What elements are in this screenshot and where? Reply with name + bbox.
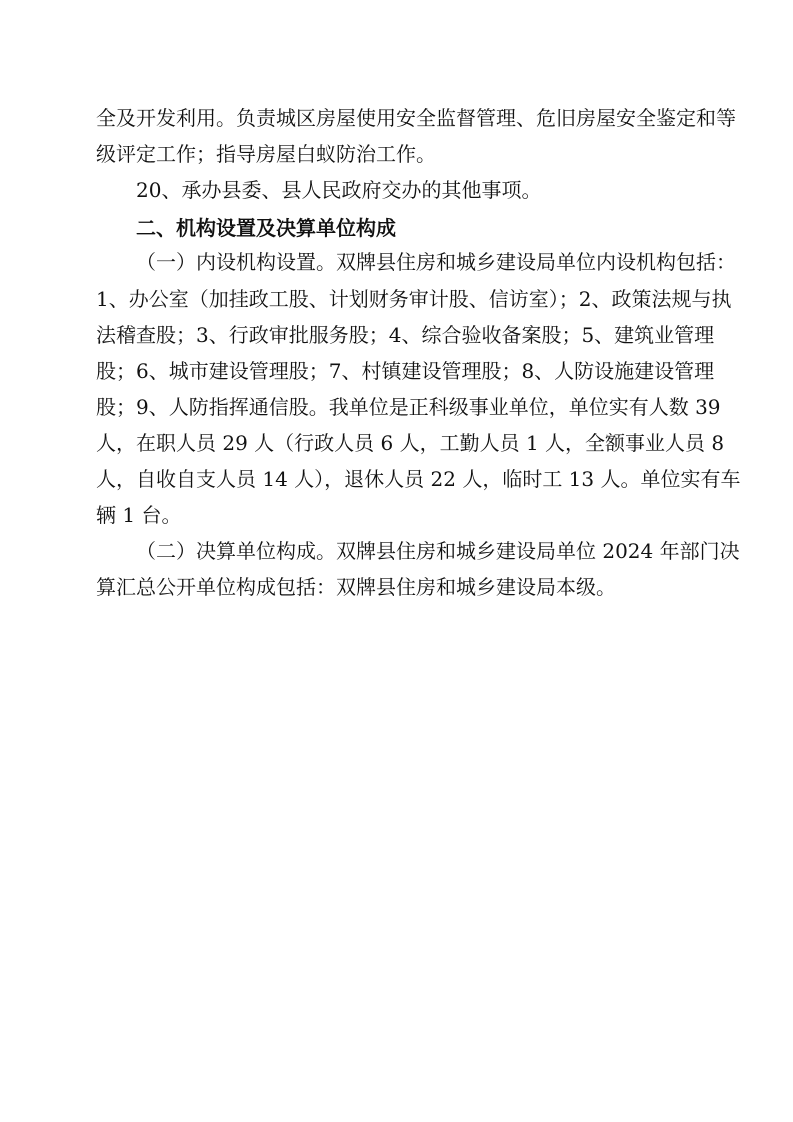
section-heading: 二、机构设置及决算单位构成 xyxy=(136,216,396,240)
paragraph-line: 算汇总公开单位构成包括：双牌县住房和城乡建设局本级。 xyxy=(96,575,616,599)
paragraph-line: 股；9、人防指挥通信股。我单位是正科级事业单位，单位实有人数 39 xyxy=(96,395,721,419)
paragraph-line: 股；6、城市建设管理股；7、村镇建设管理股；8、人防设施建设管理 xyxy=(96,359,715,383)
paragraph-line: 全及开发利用。负责城区房屋使用安全监督管理、危旧房屋安全鉴定和等 xyxy=(96,106,736,130)
paragraph-line: 法稽查股；3、行政审批服务股；4、综合验收备案股；5、建筑业管理 xyxy=(96,323,715,347)
paragraph-line: （二）决算单位构成。双牌县住房和城乡建设局单位 2024 年部门决 xyxy=(136,539,740,563)
paragraph-line: 辆 1 台。 xyxy=(96,503,182,527)
paragraph-line: （一）内设机构设置。双牌县住房和城乡建设局单位内设机构包括： xyxy=(136,250,736,274)
paragraph-line: 1、办公室（加挂政工股、计划财务审计股、信访室）；2、政策法规与执 xyxy=(96,287,732,311)
paragraph-line: 20、承办县委、县人民政府交办的其他事项。 xyxy=(136,178,542,202)
paragraph-line: 人，在职人员 29 人（行政人员 6 人，工勤人员 1 人，全额事业人员 8 xyxy=(96,431,725,455)
paragraph-line: 级评定工作；指导房屋白蚁防治工作。 xyxy=(96,142,436,166)
paragraph-line: 人，自收自支人员 14 人），退休人员 22 人，临时工 13 人。单位实有车 xyxy=(96,467,741,491)
